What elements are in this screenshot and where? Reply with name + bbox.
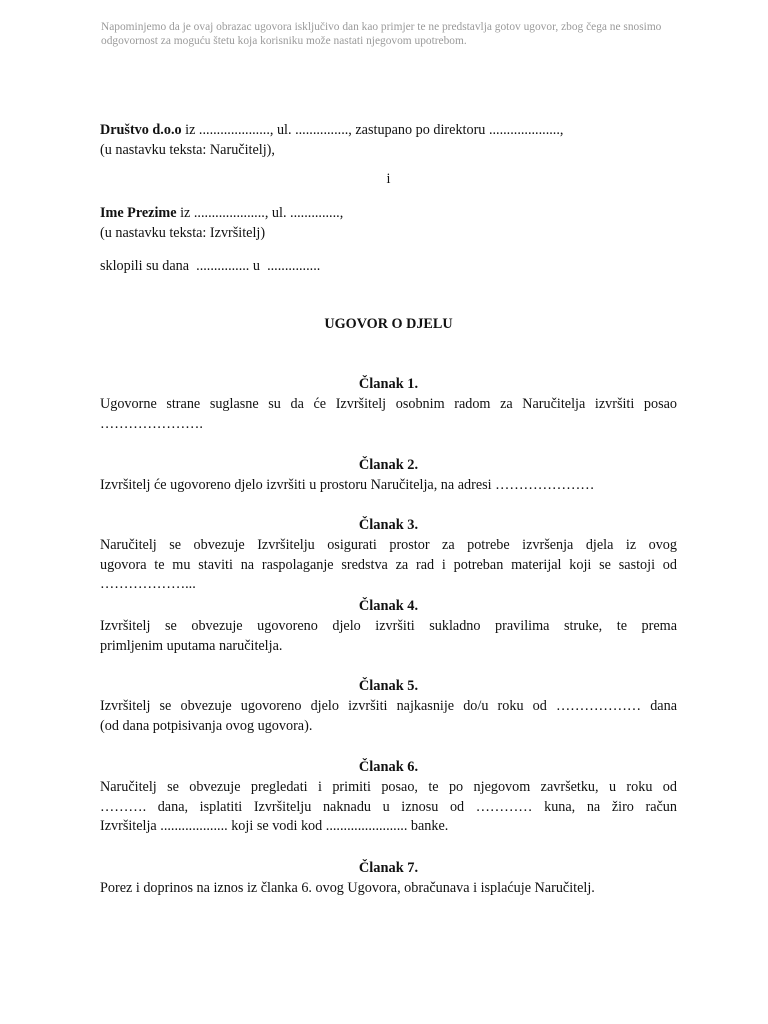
article-3-body (100, 536, 677, 595)
article-2-heading: Članak 2. (358, 457, 419, 473)
article-4-body (100, 617, 677, 656)
disclaimer-note: Napominjemo da je ovaj obrazac ugovora isključivo dan kao primjer te ne predstavlja gotov ugovor, zbog čega ne snosimo odgovornost za moguću štetu koja korisniku može nastati njegovom upotrebom. (101, 21, 662, 47)
article-5-heading: Članak 5. (358, 678, 419, 694)
article-2-line-1: Izvršitelj će ugovoreno djelo izvršiti u prostoru Naručitelja, na adresi ………………… (100, 477, 595, 493)
article-4-line-1: Izvršitelj se obvezuje ugovoreno djelo izvršiti sukladno pravilima struke, te prema (100, 618, 677, 634)
article-6-line-1: Naručitelj se obvezuje pregledati i primiti posao, te po njegovom završetku, u roku od (100, 779, 677, 795)
article-1-body (100, 395, 677, 434)
article-6-line-3: Izvršitelja ................... koji se vodi kod ....................... banke. (100, 818, 449, 834)
party-2-name: Ime Prezime (100, 205, 177, 221)
article-4-heading: Članak 4. (358, 598, 419, 614)
article-5-body (100, 697, 677, 736)
article-3-heading: Članak 3. (358, 517, 419, 533)
party-1-role: (u nastavku teksta: Naručitelj), (100, 141, 275, 158)
article-5-line-1: Izvršitelj se obvezuje ugovoreno djelo izvršiti najkasnije do/u roku od ……………… dana (100, 698, 677, 714)
article-2-body (100, 476, 677, 496)
article-1-heading: Članak 1. (358, 376, 419, 392)
article-6-line-2: ………. dana, isplatiti Izvršitelju naknadu u iznosu od ………… kuna, na žiro račun (100, 798, 677, 815)
article-4-line-2: primljenim uputama naručitelja. (100, 637, 283, 654)
article-3-line-3: ………………... (100, 576, 196, 592)
party-1-line-1 (100, 121, 677, 141)
contract-title: UGOVOR O DJELU (324, 316, 453, 332)
article-5-line-2: (od dana potpisivanja ovog ugovora). (100, 717, 313, 734)
party-2-line-1 (100, 204, 677, 224)
article-7-line-1: Porez i doprinos na iznos iz članka 6. ovog Ugovora, obračunava i isplaćuje Naručitelj. (100, 880, 595, 896)
concluded-date-place: sklopili su dana ............... u ............... (100, 258, 321, 274)
article-1-line-2: …………………. (100, 415, 203, 432)
article-3-line-1: Naručitelj se obvezuje Izvršitelju osigurati prostor za potrebe izvršenja djela iz ovog (100, 537, 677, 553)
party-2-details: iz ...................., ul. .............., (176, 205, 344, 221)
article-3-line-2: ugovora te mu staviti na raspolaganje sredstva za rad i potreban materijal koji se sastoji od (100, 556, 677, 573)
article-7-heading: Članak 7. (358, 860, 419, 876)
party-1-details: iz ...................., ul. ..............., zastupano po direktoru ...................., (181, 122, 564, 138)
article-7-body (100, 879, 677, 899)
party-1-name: Društvo d.o.o (100, 122, 182, 138)
parties-separator: i (386, 171, 391, 187)
party-2-role: (u nastavku teksta: Izvršitelj) (100, 224, 266, 241)
article-6-body (100, 778, 677, 837)
party-2-block (100, 204, 677, 243)
article-1-line-1: Ugovorne strane suglasne su da će Izvršitelj osobnim radom za Naručitelja izvršiti posao (100, 396, 677, 412)
article-6-heading: Članak 6. (358, 759, 419, 775)
party-1-block (100, 121, 677, 160)
